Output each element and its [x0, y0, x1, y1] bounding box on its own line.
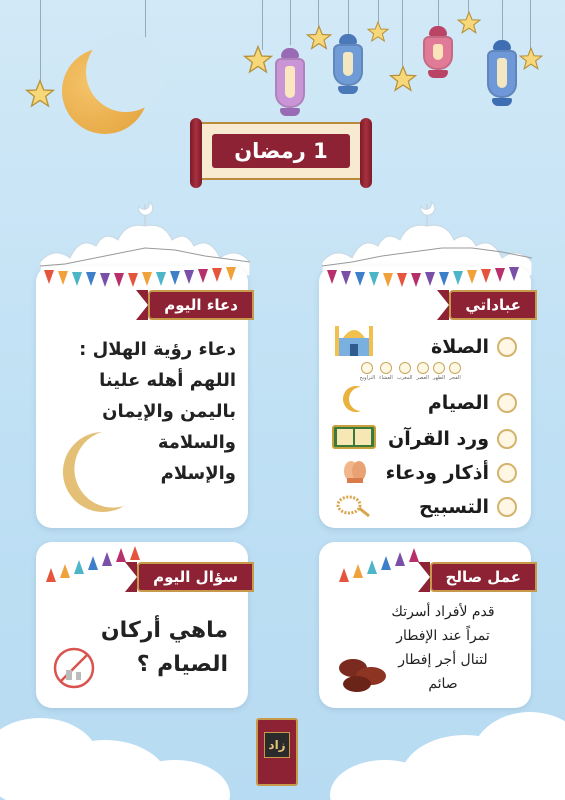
prayer-slot[interactable]: الظهر: [433, 362, 445, 381]
prayer-slot[interactable]: المغرب: [397, 362, 413, 381]
dua-line: والسلامة: [157, 432, 236, 453]
mosque-domes-decoration: [322, 196, 532, 276]
good-deed-line: لتنال أجر إفطار: [398, 652, 488, 668]
crescent-icon: [341, 384, 369, 414]
hanging-string: [290, 0, 291, 45]
scroll-roll: [190, 118, 202, 188]
mosque-icon: [335, 320, 373, 358]
hanging-string: [262, 0, 263, 50]
prayer-slot[interactable]: العصر: [417, 362, 429, 381]
hanging-string: [348, 0, 349, 36]
dua-title: دعاء اليوم: [148, 290, 254, 320]
good-deed-title: عمل صالح: [430, 562, 537, 592]
good-deed-body: [359, 600, 527, 696]
fasting-checkbox[interactable]: [497, 393, 517, 413]
ibadat-item-label: الصيام: [427, 392, 489, 414]
dua-body: [40, 334, 236, 489]
praying-hands-icon: [341, 456, 369, 484]
ibadat-item-prayer: [431, 336, 517, 358]
ibadat-item-label: ورد القرآن: [388, 428, 489, 450]
ibadat-title: عباداتي: [449, 290, 537, 320]
ibadat-item-tasbih: [419, 496, 517, 518]
ibadat-item-adhkar: [386, 462, 517, 484]
lantern-icon: [275, 48, 305, 116]
quran-checkbox[interactable]: [497, 429, 517, 449]
star-icon: [388, 64, 418, 94]
hanging-string: [40, 0, 41, 82]
dua-card: [36, 266, 248, 528]
day-title: 1 رمضان: [212, 134, 350, 168]
prayer-slot[interactable]: العشاء: [379, 362, 393, 381]
hanging-string: [378, 0, 379, 22]
scroll-roll: [360, 118, 372, 188]
question-line: ماهي أركان: [100, 618, 228, 643]
logo-icon: [264, 732, 290, 758]
footer-logo-banner: [256, 718, 298, 786]
logo-text: زاد: [268, 738, 286, 752]
ibadat-item-label: أذكار ودعاء: [385, 462, 489, 484]
dua-line: والإسلام: [160, 463, 236, 484]
dua-line: دعاء رؤية الهلال :: [79, 339, 236, 360]
good-deed-line: قدم لأفراد أسرتك: [391, 604, 495, 620]
good-deed-line: تمراً عند الإفطار: [396, 628, 490, 644]
cloud-decoration: [470, 712, 565, 800]
hanging-string: [502, 0, 503, 40]
star-icon: [456, 10, 482, 36]
question-body: [78, 614, 228, 682]
ibadat-item-label: الصلاة: [430, 336, 489, 358]
bunting-decoration: [327, 266, 523, 292]
good-deed-card: [319, 542, 531, 708]
question-line: الصيام ؟: [136, 652, 228, 677]
star-icon: [366, 20, 390, 44]
star-icon: [24, 78, 56, 110]
ibadat-item-fasting: [428, 392, 517, 414]
hanging-string: [530, 0, 531, 50]
tasbih-checkbox[interactable]: [497, 497, 517, 517]
ibadat-card: [319, 266, 531, 528]
day-banner: [196, 122, 366, 180]
question-title: سؤال اليوم: [137, 562, 254, 592]
lantern-icon: [333, 34, 363, 94]
prayer-times-row: [358, 362, 463, 381]
mosque-domes-decoration: [40, 196, 250, 276]
good-deed-line: صائم: [428, 676, 458, 692]
question-card: [36, 542, 248, 708]
star-icon: [305, 24, 333, 52]
adhkar-checkbox[interactable]: [497, 463, 517, 483]
hanging-string: [402, 0, 403, 66]
star-icon: [242, 44, 274, 76]
bunting-decoration: [44, 266, 240, 292]
ibadat-item-quran: [388, 428, 517, 450]
moon-shadow: [86, 32, 166, 112]
prayer-slot[interactable]: الفجر: [449, 362, 461, 381]
ibadat-item-label: التسبيح: [419, 496, 489, 518]
no-eating-icon: [52, 646, 96, 690]
dua-line: اللهم أهله علينا: [99, 370, 236, 391]
prayer-checkbox[interactable]: [497, 337, 517, 357]
quran-icon: [331, 424, 377, 450]
lantern-icon: [423, 26, 453, 78]
prayer-slot[interactable]: التراويح: [360, 362, 376, 381]
star-icon: [518, 46, 544, 72]
prayer-beads-icon: [335, 494, 371, 520]
hanging-string: [438, 0, 439, 28]
lantern-icon: [487, 40, 517, 106]
dua-line: باليمن والإيمان: [102, 401, 236, 422]
